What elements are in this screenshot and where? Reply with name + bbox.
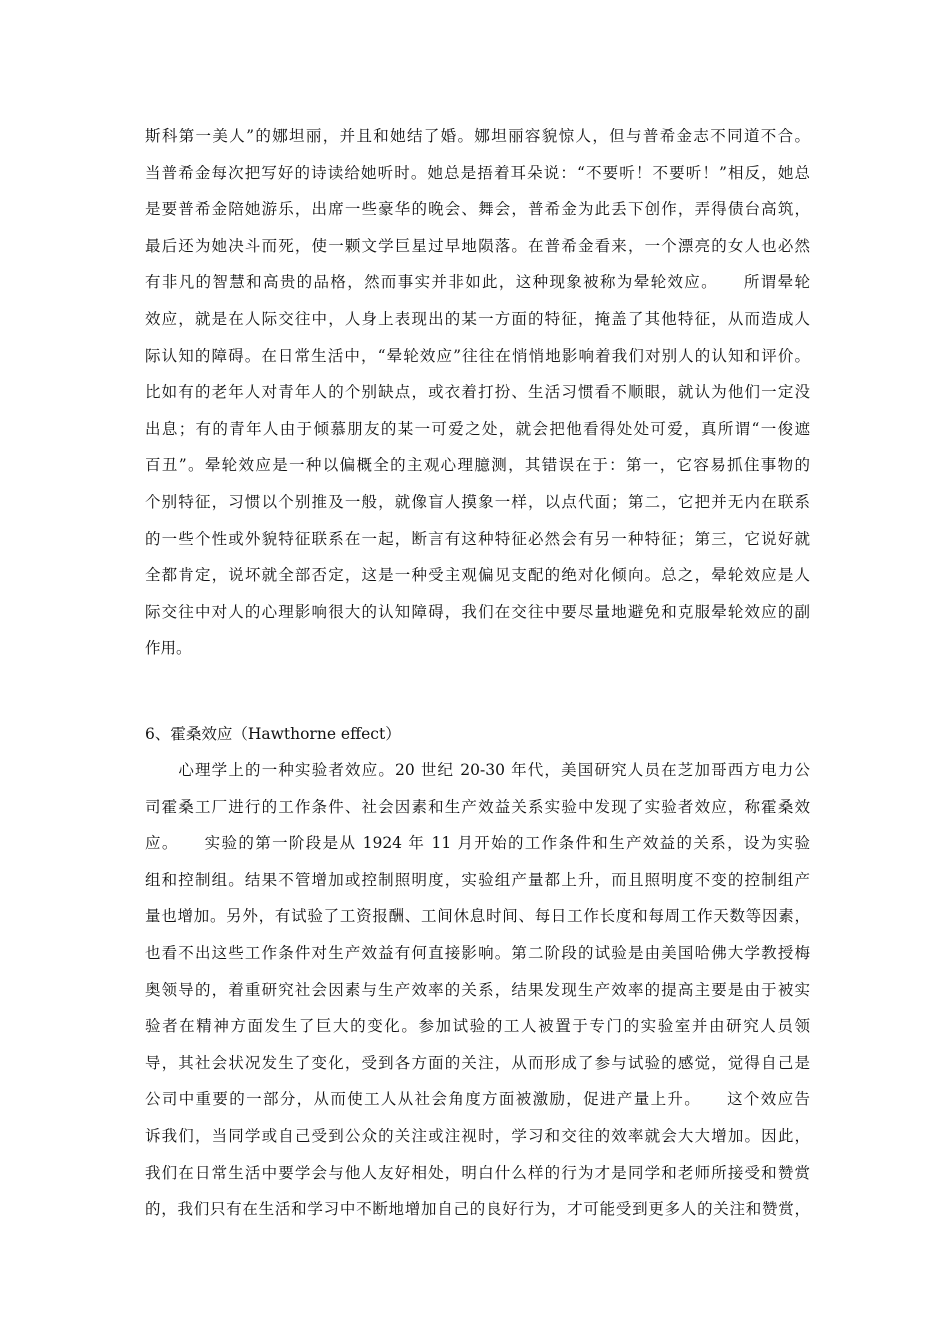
text-line: 量也增加。另外，有试验了工资报酬、工间休息时间、每日工作长度和每周工作天数等因素，	[145, 907, 810, 926]
text-line: 奥领导的，着重研究社会因素与生产效率的关系，结果发现生产效率的提高主要是由于被实	[145, 980, 810, 999]
text-line: 效应，就是在人际交往中，人身上表现出的某一方面的特征，掩盖了其他特征，从而造成人	[145, 309, 810, 328]
text-line: 最后还为她决斗而死，使一颗文学巨星过早地陨落。在普希金看来，一个漂亮的女人也必然	[145, 236, 810, 255]
text-line: 诉我们，当同学或自己受到公众的关注或注视时，学习和交往的效率就会大大增加。因此，	[145, 1126, 810, 1145]
text-line: 的，我们只有在生活和学习中不断地增加自己的良好行为，才可能受到更多人的关注和赞赏，	[145, 1200, 810, 1219]
text-line: 际认知的障碍。在日常生活中，“晕轮效应”往往在悄悄地影响着我们对别人的认知和评价。	[145, 346, 810, 365]
section-heading: 6、霍桑效应（Hawthorne effect）	[145, 725, 401, 743]
text-line: 验者在精神方面发生了巨大的变化。参加试验的工人被置于专门的实验室并由研究人员领	[145, 1017, 810, 1036]
paragraph-halo-effect	[145, 118, 810, 667]
text-line: 导，其社会状况发生了变化，受到各方面的关注，从而形成了参与试验的感觉，觉得自己是	[145, 1053, 810, 1072]
text-line: 的一些个性或外貌特征联系在一起，断言有这种特征必然会有另一种特征；第三，它说好就	[145, 529, 810, 548]
text-line: 全都肯定，说坏就全部否定，这是一种受主观偏见支配的绝对化倾向。总之，晕轮效应是人	[145, 566, 810, 585]
paragraph-hawthorne-effect	[145, 752, 810, 1228]
text-line: 心理学上的一种实验者效应。20 世纪 20-30 年代，美国研究人员在芝加哥西方电力公	[145, 761, 810, 779]
text-line: 司霍桑工厂进行的工作条件、社会因素和生产效益关系实验中发现了实验者效应，称霍桑效	[145, 797, 810, 816]
text-line: 际交往中对人的心理影响很大的认知障碍，我们在交往中要尽量地避免和克服晕轮效应的副	[145, 602, 810, 621]
text-line: 公司中重要的一部分，从而使工人从社会角度方面被激励，促进产量上升。 这个效应告	[145, 1090, 810, 1109]
text-line: 斯科第一美人”的娜坦丽，并且和她结了婚。娜坦丽容貌惊人，但与普希金志不同道不合。	[145, 127, 810, 145]
text-line: 有非凡的智慧和高贵的品格，然而事实并非如此，这种现象被称为晕轮效应。 所谓晕轮	[145, 273, 810, 292]
text-line: 出息；有的青年人由于倾慕朋友的某一可爱之处，就会把他看得处处可爱，真所谓“一俊遮	[145, 419, 810, 438]
text-line: 当普希金每次把写好的诗读给她听时。她总是捂着耳朵说：“不要听！不要听！”相反，她总	[145, 163, 810, 182]
text-line: 组和控制组。结果不管增加或控制照明度，实验组产量都上升，而且照明度不变的控制组产	[145, 870, 810, 889]
text-line: 比如有的老年人对青年人的个别缺点，或衣着打扮、生活习惯看不顺眼，就认为他们一定没	[145, 383, 810, 402]
text-line: 百丑”。晕轮效应是一种以偏概全的主观心理臆测，其错误在于：第一，它容易抓住事物的	[145, 456, 810, 475]
text-line: 也看不出这些工作条件对生产效益有何直接影响。第二阶段的试验是由美国哈佛大学教授梅	[145, 943, 810, 962]
text-line: 个别特征，习惯以个别推及一般，就像盲人摸象一样，以点代面；第二，它把并无内在联系	[145, 492, 810, 511]
text-line: 作用。	[145, 639, 192, 658]
text-line: 应。 实验的第一阶段是从 1924 年 11 月开始的工作条件和生产效益的关系，设为实验	[145, 834, 810, 853]
text-line: 我们在日常生活中要学会与他人友好相处，明白什么样的行为才是同学和老师所接受和赞赏	[145, 1163, 810, 1182]
text-line: 是要普希金陪她游乐，出席一些豪华的晚会、舞会，普希金为此丢下创作，弄得债台高筑，	[145, 200, 810, 219]
